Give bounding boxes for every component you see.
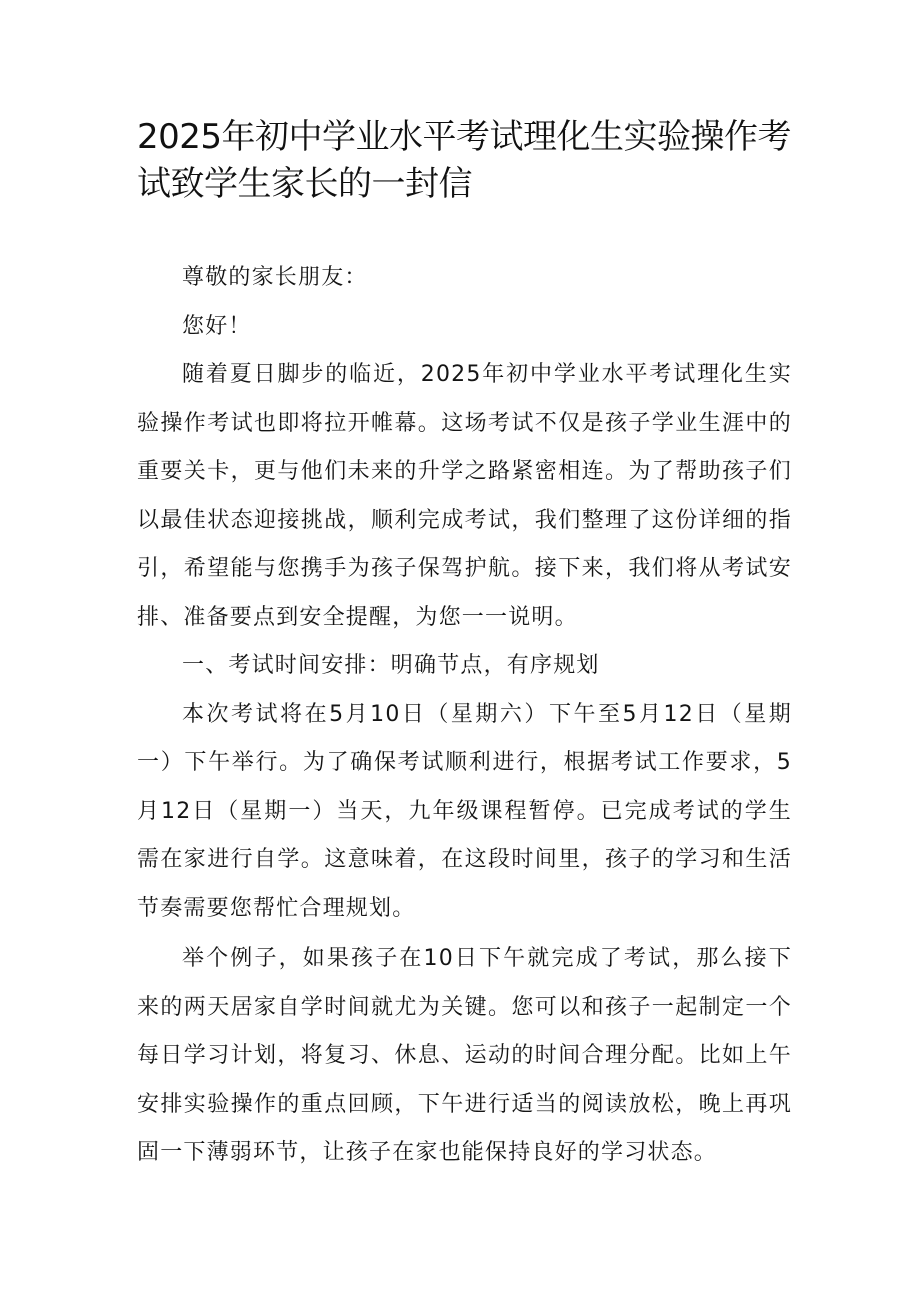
example-paragraph: 举个例子，如果孩子在10日下午就完成了考试，那么接下来的两天居家自学时间就尤为关键。您可以和孩子一起制定一个每日学习计划，将复习、休息、运动的时间合理分配。比如上午安排实验操作的重点回顾，下午进行适当的阅读放松，晚上再巩固一下薄弱环节，让孩子在家也能保持良好的学习状态。 <box>137 946 792 1165</box>
greeting: 您好！ <box>182 313 252 339</box>
salutation: 尊敬的家长朋友： <box>182 265 368 290</box>
section-heading: 一、考试时间安排：明确节点，有序规划 <box>182 653 600 678</box>
schedule-paragraph: 本次考试将在5月10日（星期六）下午至5月12日（星期一）下午举行。为了确保考试顺利进行，根据考试工作要求，5月12日（星期一）当天，九年级课程暂停。已完成考试的学生需在家进行自学。这意味着，在这段时间里，孩子的学习和生活节奏需要您帮忙合理规划。 <box>137 701 792 921</box>
intro-paragraph: 随着夏日脚步的临近，2025年初中学业水平考试理化生实验操作考试也即将拉开帷幕。这场考试不仅是孩子学业生涯中的重要关卡，更与他们未来的升学之路紧密相连。为了帮助孩子们以最佳状态迎接挑战，顺利完成考试，我们整理了这份详细的指引，希望能与您携手为孩子保驾护航。接下来，我们将从考试安排、准备要点到安全提醒，为您一一说明。 <box>137 362 792 630</box>
document-title: 2025年初中学业水平考试理化生实验操作考试致学生家长的一封信 <box>137 117 792 204</box>
letter-body <box>137 254 792 1178</box>
